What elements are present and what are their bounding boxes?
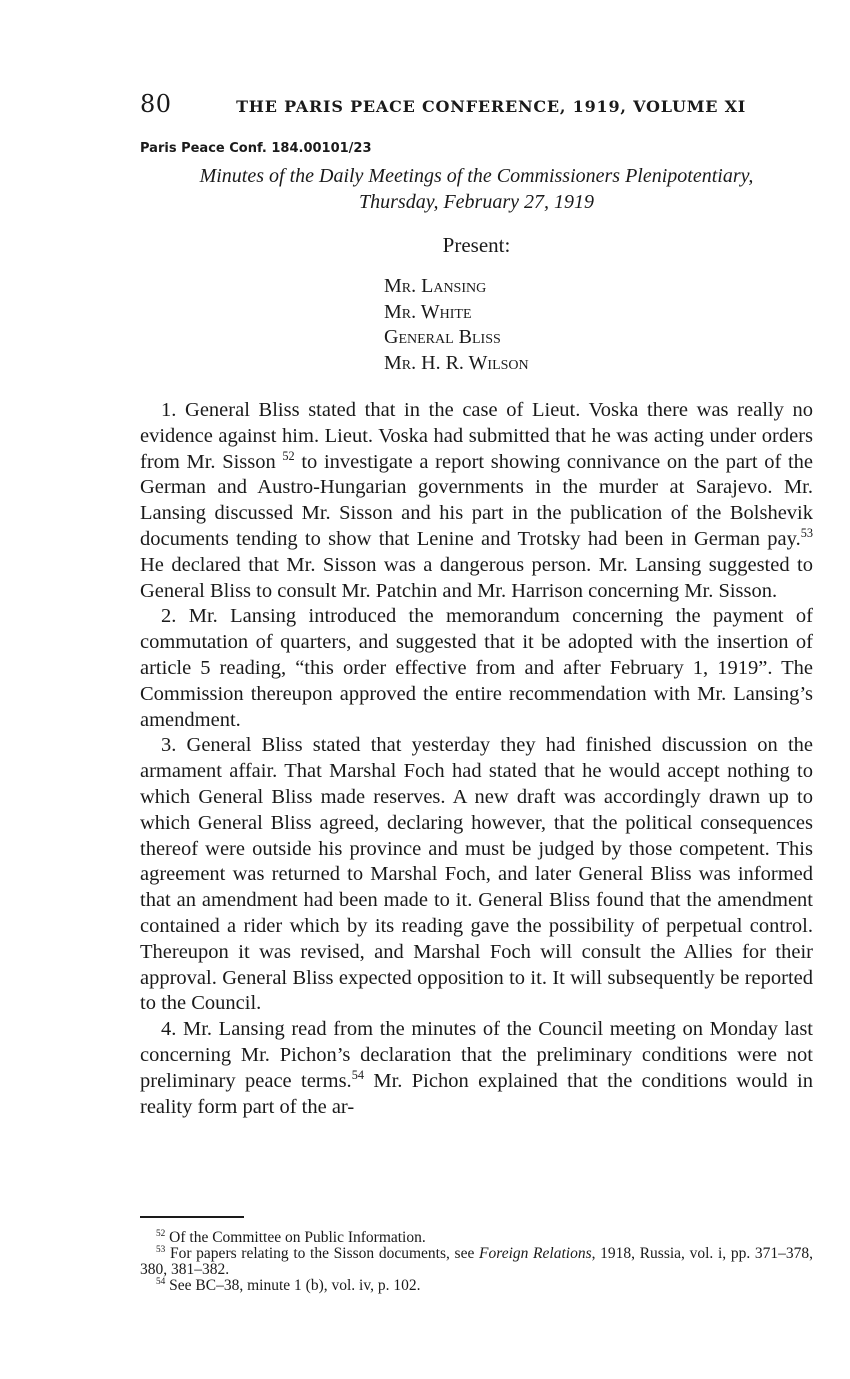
title-line-1: Minutes of the Daily Meetings of the Commissioners Plenipotentiary, <box>199 165 754 187</box>
footnote-text: , 1918, Russia, vol. i, pp. 371–378, 380, 381–382. <box>140 1245 813 1278</box>
footnote <box>140 1246 813 1278</box>
present-label: Present: <box>442 233 511 257</box>
paragraph-text: Mr. Pichon explained that the conditions would in reality form part of the ar- <box>140 1069 813 1118</box>
title-line-2: Thursday, February 27, 1919 <box>359 191 594 213</box>
minutes-body <box>140 398 813 1120</box>
footnote-text: See BC–38, minute 1 (b), vol. iv, p. 102. <box>165 1277 421 1294</box>
running-header <box>140 90 820 118</box>
document-title <box>140 163 813 215</box>
footnote-divider <box>140 1216 244 1218</box>
minute-paragraph-4 <box>140 1017 813 1120</box>
footnote-number: 52 <box>156 1228 166 1239</box>
footnote-text: For papers relating to the Sisson documents, see <box>165 1245 480 1262</box>
attendee: Mr. Lansing <box>384 275 487 297</box>
running-title: THE PARIS PEACE CONFERENCE, 1919, VOLUME XI <box>236 97 747 116</box>
minute-paragraph-2: 2. Mr. Lansing introduced the memorandum concerning the payment of commutation of quarters, and suggested that it be adopted with the insertion of article 5 reading, “this order effective from and after February 1, 1919”. The Commission thereupon approved the entire recommendation with Mr. Lansing’s amendment. <box>140 605 813 731</box>
paragraph-text: 1. General Bliss stated that in the case of Lieut. Voska there was really no evidence against him. Lieut. Voska had submitted that he was acting under orders from Mr. Sisson <box>140 399 813 473</box>
paragraph-text: to investigate a report showing connivance on the part of the German and Austro-Hungarian governments in the murder at Sarajevo. Mr. Lansing discussed Mr. Sisson and his part in the publication of the Bolshevik documents tending to show that Lenine and Trotsky had been in German pay. <box>140 450 814 550</box>
file-reference: Paris Peace Conf. 184.00101/23 <box>140 141 372 156</box>
attendee: Mr. H. R. Wilson <box>384 351 529 374</box>
minute-paragraph-1 <box>140 398 813 604</box>
attendee: Mr. White <box>384 300 472 323</box>
footnote-ref: 53 <box>800 526 813 541</box>
page-number: 80 <box>140 90 172 118</box>
minute-paragraph-3: 3. General Bliss stated that yesterday they had finished discussion on the armament affair. That Marshal Foch had stated that he would accept nothing to which General Bliss made reserves. A new draft was accordingly drawn up to which General Bliss agreed, declaring however, that the political consequences thereof were outside his province and must be judged by those competent. This agreement was returned to Marshal Foch, and later General Bliss was informed that an amendment had been made to it. General Bliss found that the amendment contained a rider which by its reading gave the possibility of perpetual control. Thereupon it was revised, and Marshal Foch will consult the Allies for their approval. General Bliss expected opposition to it. It will subsequently be reported to the Council. <box>140 734 813 1015</box>
footnote-text: Of the Committee on Public Information. <box>165 1229 426 1246</box>
footnote <box>140 1230 813 1246</box>
footnote-number: 54 <box>156 1276 166 1287</box>
footnote-italic: Foreign Relations <box>479 1245 592 1262</box>
footnote-number: 53 <box>156 1244 166 1255</box>
footnote-ref: 52 <box>282 448 295 463</box>
paragraph-text: He declared that Mr. Sisson was a dangerous person. Mr. Lansing suggested to General Bliss to consult Mr. Patchin and Mr. Harrison concerning Mr. Sisson. <box>140 553 813 602</box>
footnotes <box>140 1230 813 1294</box>
attendee-list <box>384 274 529 376</box>
footnote-ref: 54 <box>351 1067 364 1082</box>
footnote <box>140 1278 813 1294</box>
paragraph-text: 4. Mr. Lansing read from the minutes of the Council meeting on Monday last concerning Mr. Pichon’s declaration that the preliminary conditions were not preliminary peace terms. <box>140 1018 813 1092</box>
attendee: General Bliss <box>384 326 501 348</box>
